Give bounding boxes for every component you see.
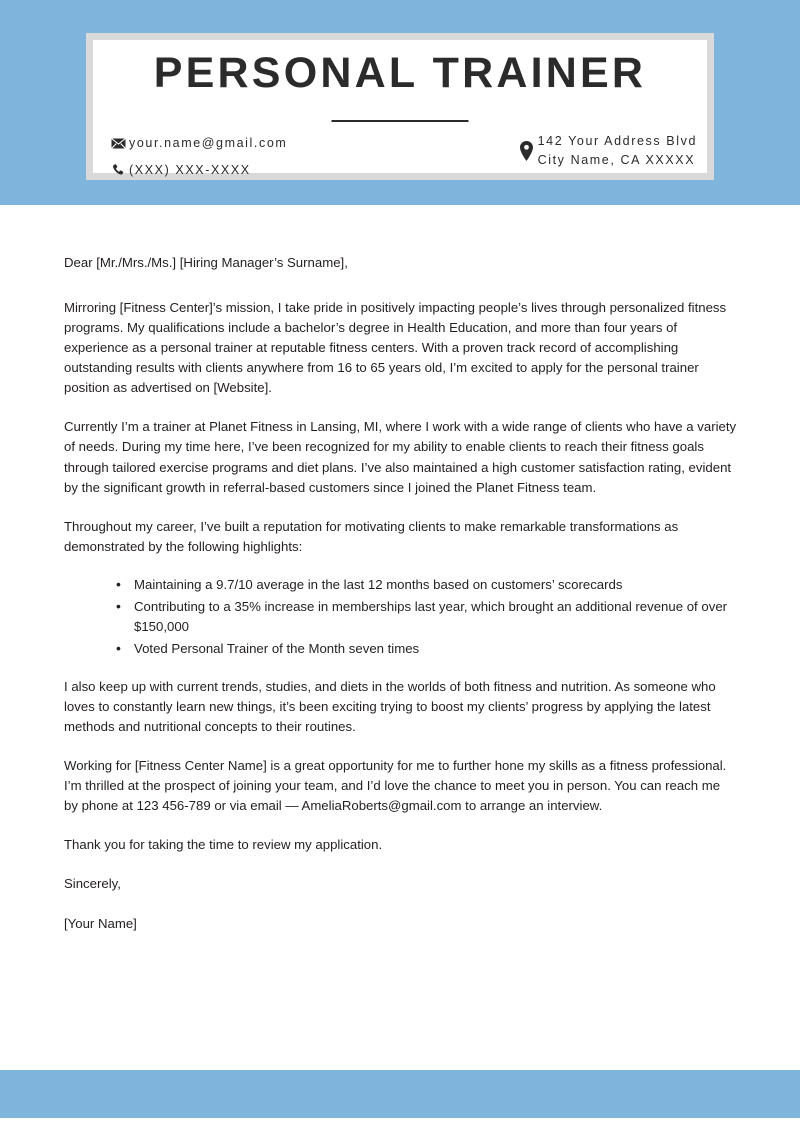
- list-item: • Contributing to a 35% increase in memberships last year, which brought an additional revenue of over $150,000: [116, 597, 737, 637]
- highlights-list: [64, 575, 737, 659]
- paragraph-1: Mirroring [Fitness Center]’s mission, I take pride in positively impacting people’s lives through personalized fitness programs. My qualifications include a bachelor’s degree in Health Education, and more than four years of experience as a personal trainer at reputable fitness centers. With a proven track record of accomplishing outstanding results with clients anywhere from 16 to 65 years old, I’m excited to apply for the personal trainer position as advertised on [Website].: [64, 300, 727, 396]
- page-title: PERSONAL TRAINER: [153, 49, 647, 97]
- paragraph-6: Thank you for taking the time to review my application.: [64, 837, 383, 853]
- envelope-icon: [107, 138, 129, 149]
- header-inner-panel: [93, 40, 707, 177]
- contact-phone-row: [107, 159, 287, 181]
- paragraph-5: Working for [Fitness Center Name] is a great opportunity for me to further hone my skills as a fitness professional. I’m thrilled at the prospect of joining your team, and I’d love the chance to meet you in person. You can reach me by phone at 123 456-789 or via email — AmeliaRoberts@gmail.com to arrange an interview.: [64, 758, 727, 814]
- contact-email-row: [107, 132, 287, 154]
- paragraph-4: I also keep up with current trends, studies, and diets in the worlds of both fitness and nutrition. As someone who loves to constantly learn new things, it’s been exciting trying to boost my clients’ progress by applying the latest methods and nutritional concepts to their routines.: [64, 679, 716, 735]
- letter-body: [64, 253, 737, 934]
- bottom-blue-banner: [0, 1070, 800, 1118]
- phone-text: (XXX) XXX-XXXX: [129, 163, 251, 177]
- salutation: Dear [Mr./Mrs./Ms.] [Hiring Manager’s Surname],: [64, 255, 348, 270]
- contact-address-group: [516, 132, 697, 171]
- contact-left-group: [107, 132, 287, 181]
- paragraph-3: Throughout my career, I’ve built a reputation for motivating clients to make remarkable transformations as demonstrated by the following highlights:: [64, 518, 679, 554]
- list-item: • Maintaining a 9.7/10 average in the last 12 months based on customers’ scorecards: [116, 575, 737, 595]
- address-lines: [538, 132, 697, 171]
- address-line-2: City Name, CA XXXXX: [537, 153, 696, 168]
- title-divider: [332, 120, 469, 122]
- email-text: your.name@gmail.com: [129, 136, 288, 150]
- closing-line: Sincerely,: [64, 876, 121, 892]
- phone-icon: [107, 163, 129, 177]
- header-frame: [86, 33, 714, 180]
- list-item: • Voted Personal Trainer of the Month seven times: [116, 639, 737, 659]
- signature-block: [64, 835, 737, 933]
- address-line-1: 142 Your Address Blvd: [537, 134, 697, 148]
- map-pin-icon: [516, 141, 538, 161]
- paragraph-2: Currently I’m a trainer at Planet Fitness in Lansing, MI, where I work with a wide range of clients who have a variety of needs. During my time here, I’ve been recognized for my ability to enable clients to reach their fitness goals through tailored exercise programs and diet plans. I’ve also maintained a high customer satisfaction rating, evident by the significant growth in referral-based customers since I joined the Planet Fitness team.: [64, 419, 737, 495]
- signature-name: [Your Name]: [64, 915, 137, 931]
